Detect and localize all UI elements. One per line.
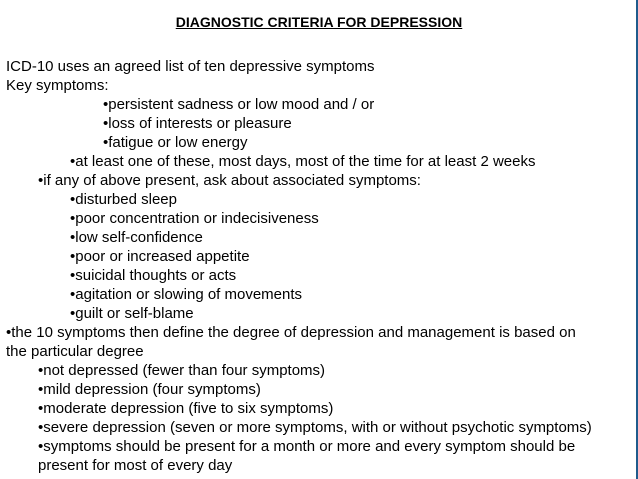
associated-symptom-item: •low self-confidence	[70, 229, 203, 246]
associated-symptom-item: •agitation or slowing of movements	[70, 286, 303, 303]
degree-intro-line2: the particular degree	[6, 343, 144, 360]
key-symptom-item: •loss of interests or pleasure	[103, 115, 292, 132]
degree-item: •moderate depression (five to six symptoms)	[38, 400, 334, 417]
associated-symptom-item: •disturbed sleep	[70, 191, 177, 208]
duration-line1: •symptoms should be present for a month or more and every symptom should be	[38, 438, 576, 455]
key-symptom-item: •fatigue or low energy	[103, 134, 248, 151]
key-symptom-item: •persistent sadness or low mood and / or	[103, 96, 375, 113]
associated-symptom-item: •poor or increased appetite	[70, 248, 250, 265]
associated-symptom-item: •suicidal thoughts or acts	[70, 267, 237, 284]
associated-symptom-item: •poor concentration or indecisiveness	[70, 210, 319, 227]
degree-item: •mild depression (four symptoms)	[38, 381, 261, 398]
key-symptoms-heading: Key symptoms:	[6, 77, 109, 94]
intro-text: ICD-10 uses an agreed list of ten depressive symptoms	[6, 58, 375, 75]
associated-symptom-item: •guilt or self-blame	[70, 305, 194, 322]
page-title: DIAGNOSTIC CRITERIA FOR DEPRESSION	[175, 14, 463, 30]
key-rule-text: •at least one of these, most days, most of the time for at least 2 weeks	[70, 153, 536, 170]
associated-heading: •if any of above present, ask about associated symptoms:	[38, 172, 421, 189]
degree-item: •not depressed (fewer than four symptoms)	[38, 362, 326, 379]
degree-intro-line1: •the 10 symptoms then define the degree of depression and management is based on	[6, 324, 576, 341]
duration-line2: present for most of every day	[38, 457, 233, 474]
degree-item: •severe depression (seven or more symptoms, with or without psychotic symptoms)	[38, 419, 592, 436]
